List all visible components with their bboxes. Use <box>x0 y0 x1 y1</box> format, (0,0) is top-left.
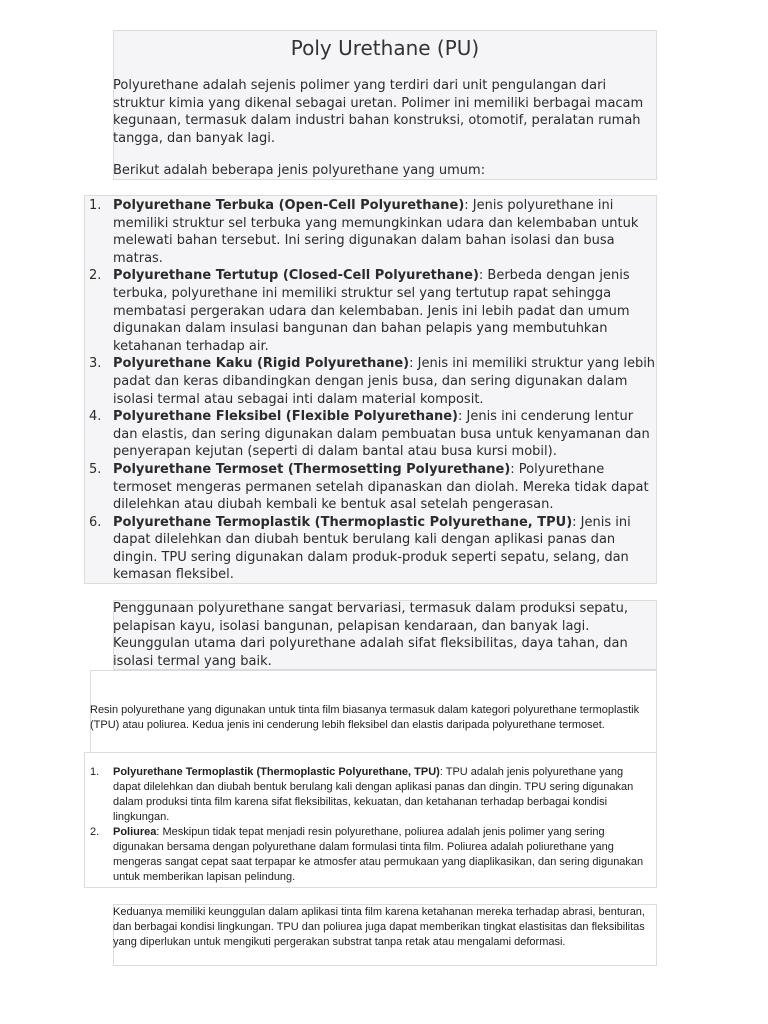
type-name: Polyurethane Termoplastik (Thermoplastic Polyurethane, TPU) <box>113 514 573 530</box>
tinta-name: Poliurea <box>113 826 157 838</box>
types-list <box>89 197 657 584</box>
type-description: : Jenis ini dapat dilelehkan dan diubah bentuk berulang kali dengan aplikasi panas dan dingin. TPU sering digunakan dalam produk-produk seperti sepatu, selang, dan kemasan fleksibel. <box>113 514 631 583</box>
tinta-list <box>90 765 653 885</box>
lead-paragraph: Berikut adalah beberapa jenis polyurethane yang umum: <box>113 163 486 178</box>
usage-paragraph: Penggunaan polyurethane sangat bervariasi, termasuk dalam produksi sepatu, pelapisan kayu, isolasi bangunan, pelapisan kendaraan, dan banyak lagi. Keunggulan utama dari polyurethane adalah sifat fleksibilitas, daya tahan, dan isolasi termal yang baik. <box>113 601 628 669</box>
tinta-description: : Meskipun tidak tepat menjadi resin polyurethane, poliurea adalah jenis polimer yang sering digunakan bersama dengan polyurethane dalam formulasi tinta film. Poliurea adalah poliurethane yang mengeras sangat cepat saat terpapar ke atmosfer atau permukaan yang diaplikasikan, dan sering digunakan untuk memberikan lapisan pelindung. <box>113 826 644 883</box>
type-name: Polyurethane Termoset (Thermosetting Polyurethane) <box>113 461 511 477</box>
list-item <box>89 514 657 584</box>
type-description: : Berbeda dengan jenis terbuka, polyurethane ini memiliki struktur sel yang tertutup rapat sehingga membatasi pergerakan udara dan kelembaban. Jenis ini lebih padat dan umum digunakan dalam insulasi bangunan dan bahan pelapis yang membutuhkan ketahanan terhadap air. <box>113 268 630 354</box>
type-description: : Jenis ini memiliki struktur yang lebih padat dan keras dibandingkan dengan jenis busa, dan sering digunakan dalam isolasi termal atau sebagai inti dalam material komposit. <box>113 356 656 407</box>
type-name: Polyurethane Kaku (Rigid Polyurethane) <box>113 356 410 372</box>
list-item <box>90 825 653 885</box>
list-item <box>89 461 657 514</box>
list-item <box>89 355 657 408</box>
list-item <box>89 197 657 267</box>
type-description: : Jenis polyurethane ini memiliki struktur sel terbuka yang memungkinkan udara dan kelembaban untuk melewati bahan tersebut. Ini sering digunakan dalam bahan isolasi dan busa matras. <box>113 198 639 266</box>
list-number: 3. <box>89 356 102 372</box>
type-description: : Jenis ini cenderung lentur dan elastis, dan sering digunakan dalam pembuatan busa untuk kenyamanan dan penyerapan kejutan (seperti di dalam bantal atau busa kursi mobil). <box>113 409 650 460</box>
intro-paragraph: Polyurethane adalah sejenis polimer yang terdiri dari unit pengulangan dari struktur kimia yang dikenal sebagai uretan. Polimer ini memiliki berbagai macam kegunaan, termasuk dalam industri bahan konstruksi, otomotif, peralatan rumah tangga, dan banyak lagi. <box>113 78 644 146</box>
list-number: 1. <box>89 198 102 213</box>
type-name: Polyurethane Tertutup (Closed-Cell Polyurethane) <box>113 268 479 284</box>
list-number: 2. <box>90 826 100 838</box>
list-item <box>89 408 657 461</box>
tinta-name: Polyurethane Termoplastik (Thermoplastic Polyurethane, TPU) <box>113 766 440 778</box>
type-name: Polyurethane Terbuka (Open-Cell Polyurethane) <box>113 198 465 213</box>
type-name: Polyurethane Fleksibel (Flexible Polyurethane) <box>113 409 458 425</box>
list-item <box>89 267 657 355</box>
type-description: : Polyurethane termoset mengeras permanen setelah dipanaskan dan diolah. Mereka tidak dapat dilelehkan atau diubah kembali ke bentuk asal setelah pengerasan. <box>113 461 649 513</box>
tinta-description: : TPU adalah jenis polyurethane yang dapat dilelehkan dan diubah bentuk berulang kali dengan aplikasi panas dan dingin. TPU sering digunakan dalam produksi tinta film karena sifat fleksibilitas, kekuatan, dan ketahanan terhadap berbagai kondisi lingkungan. <box>113 766 634 823</box>
list-item <box>90 765 653 825</box>
page-title: Poly Urethane (PU) <box>290 36 480 60</box>
list-number: 6. <box>89 514 102 530</box>
list-number: 2. <box>89 268 102 284</box>
resin-paragraph: Resin polyurethane yang digunakan untuk tinta film biasanya termasuk dalam kategori polyurethane termoplastik (TPU) atau poliurea. Kedua jenis ini cenderung lebih fleksibel dan elastis daripada polyurethane termoset. <box>90 704 640 731</box>
list-number: 1. <box>90 766 100 778</box>
conclusion-paragraph: Keduanya memiliki keunggulan dalam aplikasi tinta film karena ketahanan mereka terhadap abrasi, benturan, dan berbagai kondisi lingkungan. TPU dan poliurea juga dapat memberikan tingkat elastisitas dan fleksibilitas yang diperlukan untuk mengikuti pergerakan substrat tanpa retak atau mengalami deformasi. <box>113 906 645 948</box>
list-number: 4. <box>89 409 102 425</box>
list-number: 5. <box>89 461 102 477</box>
